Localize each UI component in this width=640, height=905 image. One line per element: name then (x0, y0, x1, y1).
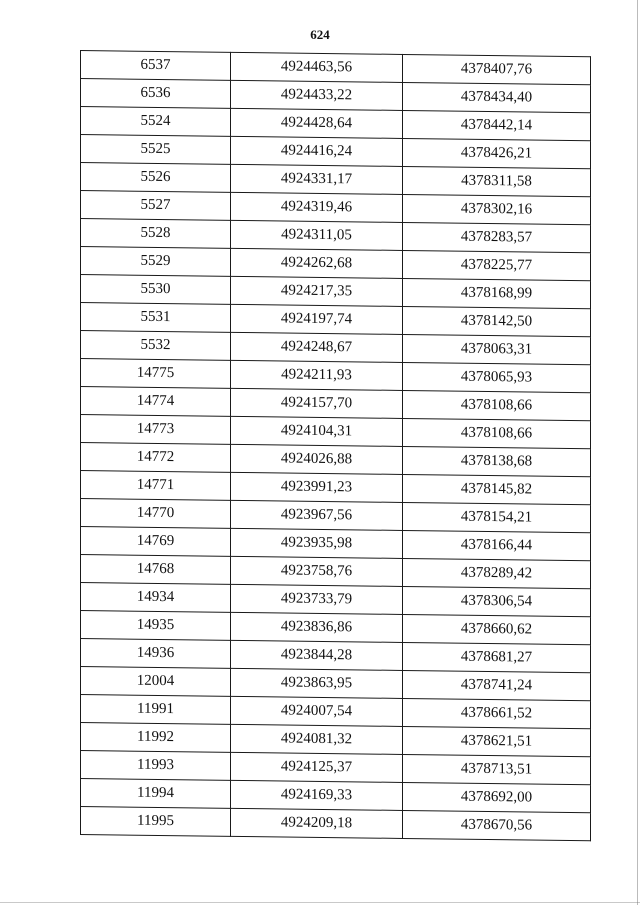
y-coordinate-cell: 4378621,51 (403, 726, 591, 756)
x-coordinate-cell: 4924197,74 (231, 304, 403, 334)
point-number-cell: 5527 (81, 191, 231, 221)
y-coordinate-cell: 4378283,57 (403, 222, 591, 252)
point-number-cell: 14770 (81, 499, 231, 529)
y-coordinate-cell: 4378063,31 (403, 334, 591, 364)
x-coordinate-cell: 4924428,64 (231, 108, 403, 138)
x-coordinate-cell: 4924416,24 (231, 136, 403, 166)
y-coordinate-cell: 4378434,40 (403, 82, 591, 112)
y-coordinate-cell: 4378741,24 (403, 670, 591, 700)
point-number-cell: 14768 (81, 555, 231, 585)
y-coordinate-cell: 4378225,77 (403, 250, 591, 280)
point-number-cell: 14772 (81, 443, 231, 473)
x-coordinate-cell: 4924217,35 (231, 276, 403, 306)
point-number-cell: 11995 (81, 807, 231, 837)
point-number-cell: 6537 (81, 51, 231, 81)
y-coordinate-cell: 4378670,56 (403, 810, 591, 840)
y-coordinate-cell: 4378065,93 (403, 362, 591, 392)
x-coordinate-cell: 4924211,93 (231, 360, 403, 390)
coordinates-table-wrapper (80, 50, 600, 841)
y-coordinate-cell: 4378168,99 (403, 278, 591, 308)
point-number-cell: 14934 (81, 583, 231, 613)
x-coordinate-cell: 4924311,05 (231, 220, 403, 250)
y-coordinate-cell: 4378407,76 (403, 54, 591, 84)
point-number-cell: 14773 (81, 415, 231, 445)
point-number-cell: 5528 (81, 219, 231, 249)
x-coordinate-cell: 4924262,68 (231, 248, 403, 278)
point-number-cell: 5525 (81, 135, 231, 165)
x-coordinate-cell: 4923991,23 (231, 472, 403, 502)
y-coordinate-cell: 4378442,14 (403, 110, 591, 140)
point-number-cell: 11992 (81, 723, 231, 753)
point-number-cell: 11991 (81, 695, 231, 725)
x-coordinate-cell: 4924209,18 (231, 808, 403, 838)
point-number-cell: 11994 (81, 779, 231, 809)
x-coordinate-cell: 4923967,56 (231, 500, 403, 530)
point-number-cell: 5530 (81, 275, 231, 305)
y-coordinate-cell: 4378108,66 (403, 390, 591, 420)
x-coordinate-cell: 4923863,95 (231, 668, 403, 698)
page-edge-right (637, 0, 638, 905)
y-coordinate-cell: 4378692,00 (403, 782, 591, 812)
y-coordinate-cell: 4378311,58 (403, 166, 591, 196)
page-edge-bottom (0, 902, 640, 903)
point-number-cell: 5532 (81, 331, 231, 361)
x-coordinate-cell: 4924157,70 (231, 388, 403, 418)
point-number-cell: 11993 (81, 751, 231, 781)
y-coordinate-cell: 4378108,66 (403, 418, 591, 448)
coordinates-table-body (81, 51, 591, 841)
point-number-cell: 14935 (81, 611, 231, 641)
x-coordinate-cell: 4923733,79 (231, 584, 403, 614)
x-coordinate-cell: 4923844,28 (231, 640, 403, 670)
x-coordinate-cell: 4924169,33 (231, 780, 403, 810)
point-number-cell: 5529 (81, 247, 231, 277)
y-coordinate-cell: 4378145,82 (403, 474, 591, 504)
y-coordinate-cell: 4378660,62 (403, 614, 591, 644)
y-coordinate-cell: 4378426,21 (403, 138, 591, 168)
y-coordinate-cell: 4378661,52 (403, 698, 591, 728)
y-coordinate-cell: 4378154,21 (403, 502, 591, 532)
point-number-cell: 5524 (81, 107, 231, 137)
x-coordinate-cell: 4924081,32 (231, 724, 403, 754)
x-coordinate-cell: 4924125,37 (231, 752, 403, 782)
x-coordinate-cell: 4924463,56 (231, 52, 403, 82)
y-coordinate-cell: 4378302,16 (403, 194, 591, 224)
x-coordinate-cell: 4924026,88 (231, 444, 403, 474)
y-coordinate-cell: 4378713,51 (403, 754, 591, 784)
x-coordinate-cell: 4924248,67 (231, 332, 403, 362)
point-number-cell: 14774 (81, 387, 231, 417)
y-coordinate-cell: 4378138,68 (403, 446, 591, 476)
y-coordinate-cell: 4378681,27 (403, 642, 591, 672)
y-coordinate-cell: 4378142,50 (403, 306, 591, 336)
page-number: 624 (310, 27, 330, 42)
x-coordinate-cell: 4924433,22 (231, 80, 403, 110)
point-number-cell: 6536 (81, 79, 231, 109)
point-number-cell: 14775 (81, 359, 231, 389)
point-number-cell: 14769 (81, 527, 231, 557)
point-number-cell: 5526 (81, 163, 231, 193)
x-coordinate-cell: 4923758,76 (231, 556, 403, 586)
point-number-cell: 14771 (81, 471, 231, 501)
coordinates-table (80, 50, 591, 841)
table-row (81, 807, 591, 841)
x-coordinate-cell: 4924319,46 (231, 192, 403, 222)
point-number-cell: 12004 (81, 667, 231, 697)
point-number-cell: 14936 (81, 639, 231, 669)
x-coordinate-cell: 4924007,54 (231, 696, 403, 726)
point-number-cell: 5531 (81, 303, 231, 333)
y-coordinate-cell: 4378166,44 (403, 530, 591, 560)
y-coordinate-cell: 4378289,42 (403, 558, 591, 588)
x-coordinate-cell: 4924104,31 (231, 416, 403, 446)
x-coordinate-cell: 4923935,98 (231, 528, 403, 558)
y-coordinate-cell: 4378306,54 (403, 586, 591, 616)
x-coordinate-cell: 4923836,86 (231, 612, 403, 642)
x-coordinate-cell: 4924331,17 (231, 164, 403, 194)
